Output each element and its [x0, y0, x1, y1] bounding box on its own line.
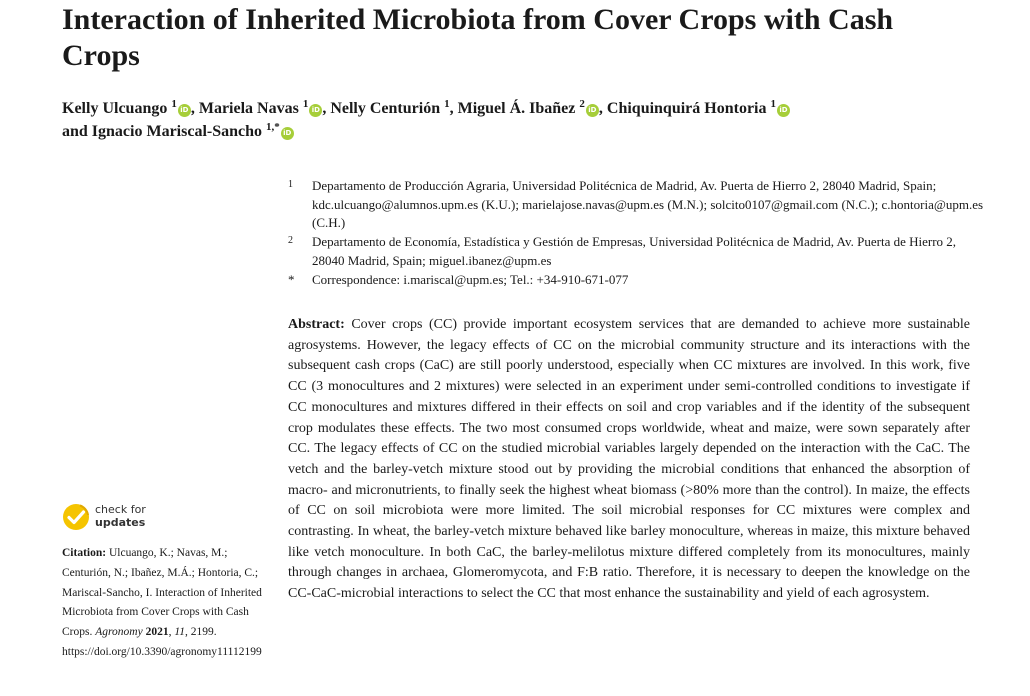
- author-name: Ignacio Mariscal-Sancho: [91, 123, 263, 140]
- author-separator: ,: [190, 100, 199, 117]
- author-name: Miguel Á. Ibañez: [457, 100, 576, 117]
- check-badge-icon: [62, 503, 90, 531]
- orcid-icon[interactable]: iD: [777, 104, 790, 117]
- abstract: [288, 315, 970, 605]
- abstract-text: Cover crops (CC) provide important ecosystem services that are demanded to achieve more sustainable agrosystems. However, the legacy effects of CC on the microbial community structure and its interactions with the subsequent cash crops (CaC) are still poorly understood, especially when CC mixtures are involved. In this work, five CC (3 monocultures and 2 mixtures) were selected in an experiment under semi-controlled conditions to investigate if CC monocultures and mixtures differed in their effects on soil and crop variables and if the identity of the subsequent crop modulates these effects. The two most consumed crops worldwide, wheat and maize, were sown separately after CC. The legacy effects of CC on the studied microbial variables largely depended on the interaction with the CaC. The vetch and the barley-vetch mixture stood out by providing the microbial conditions that enhanced the absorption of macro- and micronutrients, to finally seek the highest wheat biomass (>80% more than the control). In maize, the effects of CC on soil microbiota were more limited. The soil microbial responses for CC mixtures were complex and contrasting. In wheat, the barley-vetch mixture behaved like barley monoculture, whereas in maize, this mixture behaved like vetch monoculture. In both CaC, the barley-melilotus mixture differed completely from its monocultures, mainly through changes in archaea, Glomeromycota, and F:B ratio. Therefore, it is necessary to deepen the knowledge on the CC-CaC-microbial interactions to select the CC that most enhance the sustainability and yield of each agrosystem.: [288, 317, 970, 602]
- author-list: [62, 97, 1002, 143]
- author-line-2: [62, 120, 1002, 143]
- affiliation-item: [288, 271, 988, 290]
- author-affil-mark: 1: [444, 98, 450, 110]
- affiliation-mark: *: [288, 271, 295, 287]
- author-name: Kelly Ulcuango: [62, 100, 168, 117]
- check-for-updates-badge[interactable]: [62, 503, 222, 533]
- citation-text: Ulcuango, K.; Navas, M.; Centurión, N.; Ibañez, M.Á.; Hontoria, C.; Mariscal-Sancho, I. Interaction of Inherited Microbiota from Cover Crops with Cash Crops.: [62, 547, 262, 639]
- author-name: Chiquinquirá Hontoria: [606, 100, 767, 117]
- author-affil-mark: 1: [171, 98, 177, 110]
- orcid-icon[interactable]: iD: [281, 127, 294, 140]
- affiliation-mark: 1: [288, 179, 293, 190]
- citation-doi[interactable]: , 2199. https://doi.org/10.3390/agronomy11112199: [62, 626, 262, 658]
- author-separator: ,: [322, 100, 331, 117]
- author-affil-mark: 2: [579, 98, 585, 110]
- citation-volume: 11: [174, 626, 185, 639]
- abstract-label: Abstract:: [288, 317, 345, 332]
- author-separator: ,: [449, 100, 458, 117]
- orcid-icon[interactable]: iD: [178, 104, 191, 117]
- author-prefix: and: [62, 123, 92, 140]
- citation-year: 2021: [145, 626, 169, 639]
- citation-journal: Agronomy: [95, 626, 143, 639]
- check-line-1: check for: [95, 503, 146, 516]
- author-affil-mark: 1: [770, 98, 776, 110]
- author-affil-mark: 1,*: [266, 121, 280, 133]
- citation-label: Citation:: [62, 547, 107, 559]
- orcid-icon[interactable]: iD: [586, 104, 599, 117]
- author-affil-mark: 1: [302, 98, 309, 110]
- paper-title: Interaction of Inherited Microbiota from Cover Crops with Cash Crops: [62, 3, 894, 72]
- author-name: Nelly Centurión: [330, 100, 441, 117]
- author-name: Mariela Navas: [198, 100, 299, 117]
- citation-block: Citation: Ulcuango, K.; Navas, M.; Centurión, N.; Ibañez, M.Á.; Hontoria, C.; Mariscal-Sancho, I. Interaction of Inherited Microbiota from Cover Crops with Cash Crops. Agronomy 2021, 11, 2199. https://doi.org/10.3390/agronomy11112199: [62, 547, 262, 658]
- affiliation-item: [288, 233, 988, 270]
- affiliation-mark: 2: [288, 235, 293, 247]
- author-separator: ,: [598, 100, 607, 117]
- affiliation-text: Departamento de Economía, Estadística y Gestión de Empresas, Universidad Politécnica de Madrid, Av. Puerta de Hierro 2, 28040 Madrid, Spain; miguel.ibanez@upm.es: [312, 234, 957, 268]
- affiliations: [288, 177, 988, 289]
- author-line-1: [62, 97, 1002, 120]
- orcid-icon[interactable]: iD: [309, 104, 322, 117]
- affiliation-item: [288, 177, 988, 233]
- check-for-updates-text: [95, 503, 146, 529]
- check-line-2: updates: [95, 516, 146, 529]
- affiliation-text: Departamento de Producción Agraria, Universidad Politécnica de Madrid, Av. Puerta de Hierro 2, 28040 Madrid, Spain; kdc.ulcuango@alumnos.upm.es (K.U.); marielajose.navas@upm.es (M.N.); solcito0107@gmail.com (N.C.); c.hontoria@upm.es (C.H.): [312, 178, 984, 231]
- correspondence-text: Correspondence: i.mariscal@upm.es; Tel.: +34-910-671-077: [312, 271, 629, 287]
